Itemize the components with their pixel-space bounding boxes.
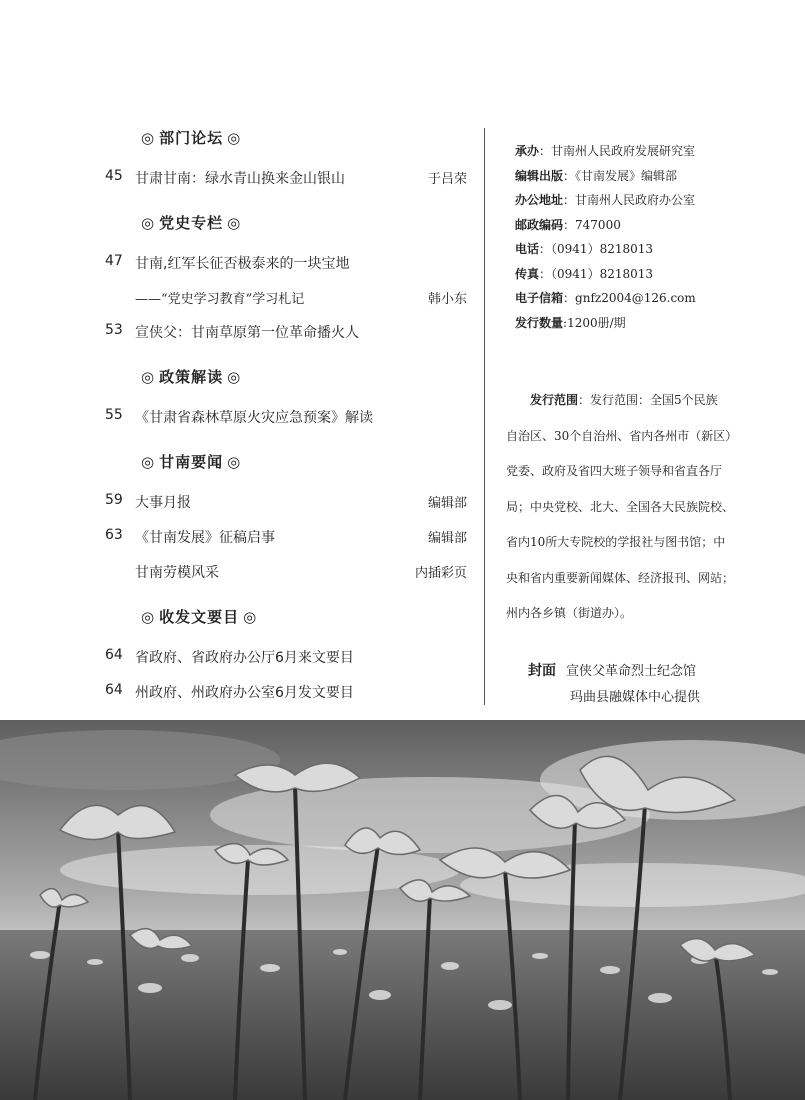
toc-entry[interactable] <box>0 288 470 308</box>
toc-entry[interactable] <box>0 322 470 342</box>
info-line <box>515 191 695 208</box>
distribution-line: 央和省内重要新闻媒体、经济报刊、网站； <box>506 570 735 585</box>
page-number: 55 <box>105 407 123 423</box>
info-line <box>515 265 653 282</box>
info-sep: : <box>563 316 568 330</box>
section-marker-right: ◎ <box>227 368 242 386</box>
entry-title: 甘肃甘南：绿水青山换来金山银山 <box>135 171 345 187</box>
entry-author: 编辑部 <box>427 496 467 511</box>
info-label: 电子信箱 <box>515 291 564 305</box>
cover-credit <box>528 660 696 680</box>
info-label: 办公地址 <box>515 193 564 207</box>
page-number: 59 <box>105 492 123 508</box>
info-line <box>515 142 695 159</box>
distribution-line <box>506 383 731 419</box>
section-marker-left: ◎ <box>141 214 156 232</box>
info-label: 承办 <box>515 144 540 158</box>
toc-entry[interactable] <box>0 647 470 667</box>
info-line <box>515 240 653 257</box>
info-line <box>515 216 621 233</box>
section-marker-left: ◎ <box>141 608 156 626</box>
section-heading <box>137 212 245 233</box>
cover-photo-flowers <box>0 720 805 1100</box>
section-marker-left: ◎ <box>141 453 156 471</box>
entry-author: 于吕荣 <box>427 172 467 187</box>
info-label: 电话 <box>515 242 540 256</box>
toc-entry[interactable] <box>0 682 470 702</box>
distribution-line: 省内10所大专院校的学报社与图书馆；中 <box>506 535 726 549</box>
info-value: 747000 <box>575 218 621 232</box>
section-title: 政策解读 <box>159 368 224 386</box>
page-number: 45 <box>105 168 123 184</box>
info-label: 邮政编码 <box>515 218 564 232</box>
column-divider <box>484 128 485 705</box>
distribution-line: 自治区、30个自治州、省内各州市（新区） <box>506 428 738 443</box>
cover-label: 封面 <box>528 663 556 679</box>
entry-title: 省政府、省政府办公厅6月来文要目 <box>135 650 354 666</box>
info-sep: ： <box>563 193 576 207</box>
toc-entry[interactable] <box>0 168 470 188</box>
distribution-text: 发行范围：全国5个民族 <box>590 393 718 407</box>
info-sep: ： <box>563 291 576 305</box>
info-value: （0941）8218013 <box>551 242 654 256</box>
cover-line: 宣侠父革命烈士纪念馆 <box>566 664 697 679</box>
entry-subtitle: ——“党史学习教育”学习札记 <box>135 292 305 307</box>
entry-author: 编辑部 <box>427 531 467 546</box>
section-marker-right: ◎ <box>227 129 242 147</box>
section-title: 收发文要目 <box>159 608 240 626</box>
section-heading <box>137 451 245 472</box>
distribution-line: 州内各乡镇（街道办）。 <box>506 606 633 620</box>
section-title: 党史专栏 <box>159 214 224 232</box>
info-sep: ： <box>539 144 552 158</box>
info-label: 传真 <box>515 267 540 281</box>
info-value: 甘南州人民政府发展研究室 <box>551 144 696 158</box>
toc-entry[interactable] <box>0 562 470 582</box>
info-line <box>515 167 677 184</box>
section-marker-right: ◎ <box>227 453 242 471</box>
page-number: 64 <box>105 682 123 698</box>
info-value: 甘南州人民政府办公室 <box>575 193 696 207</box>
entry-title: 甘南,红军长征否极泰来的一块宝地 <box>135 256 350 272</box>
info-label: 发行数量 <box>515 316 564 330</box>
entry-title: 《甘肃省森林草原火灾应急预案》解读 <box>135 410 373 426</box>
toc-entry[interactable] <box>0 253 470 273</box>
entry-author: 内插彩页 <box>414 566 467 581</box>
section-heading <box>137 366 245 387</box>
entry-title: 州政府、州政府办公室6月发文要目 <box>135 685 354 701</box>
entry-author: 韩小东 <box>427 292 467 307</box>
toc-entry[interactable] <box>0 527 470 547</box>
info-value: 《甘南发展》编辑部 <box>575 169 678 183</box>
info-value: （0941）8218013 <box>551 267 654 281</box>
section-marker-left: ◎ <box>141 368 156 386</box>
distribution-sep: ： <box>578 393 591 407</box>
distribution-block <box>506 383 738 632</box>
entry-title: 大事月报 <box>135 495 191 511</box>
info-sep: ： <box>539 242 552 256</box>
section-heading <box>137 606 261 627</box>
section-marker-left: ◎ <box>141 129 156 147</box>
info-sep: ： <box>563 169 576 183</box>
section-marker-right: ◎ <box>227 214 242 232</box>
page-number: 47 <box>105 253 123 269</box>
entry-title: 宣侠父：甘南草原第一位革命播火人 <box>135 325 359 341</box>
section-marker-right: ◎ <box>243 608 258 626</box>
page-number: 53 <box>105 322 123 338</box>
info-line <box>515 314 626 331</box>
entry-title: 《甘南发展》征稿启事 <box>135 530 275 546</box>
info-value: 1200册/期 <box>567 316 626 330</box>
toc-entry[interactable] <box>0 407 470 427</box>
section-heading <box>137 127 245 148</box>
page-number: 64 <box>105 647 123 663</box>
info-value: gnfz2004@126.com <box>575 291 696 305</box>
distribution-line: 局；中央党校、北大、全国各大民族院校、 <box>506 499 735 514</box>
section-title: 部门论坛 <box>159 129 224 147</box>
toc-entry[interactable] <box>0 492 470 512</box>
page-number: 63 <box>105 527 123 543</box>
distribution-label: 发行范围 <box>530 393 579 407</box>
cover-line: 玛曲县融媒体中心提供 <box>570 690 701 705</box>
info-sep: ： <box>539 267 552 281</box>
info-label: 编辑出版 <box>515 169 564 183</box>
section-title: 甘南要闻 <box>159 453 224 471</box>
entry-title: 甘南劳模风采 <box>135 565 219 581</box>
distribution-line: 党委、政府及省四大班子领导和省直各厅 <box>506 464 723 478</box>
info-sep: ： <box>563 218 576 232</box>
table-of-contents <box>0 0 480 720</box>
info-line <box>515 289 696 306</box>
